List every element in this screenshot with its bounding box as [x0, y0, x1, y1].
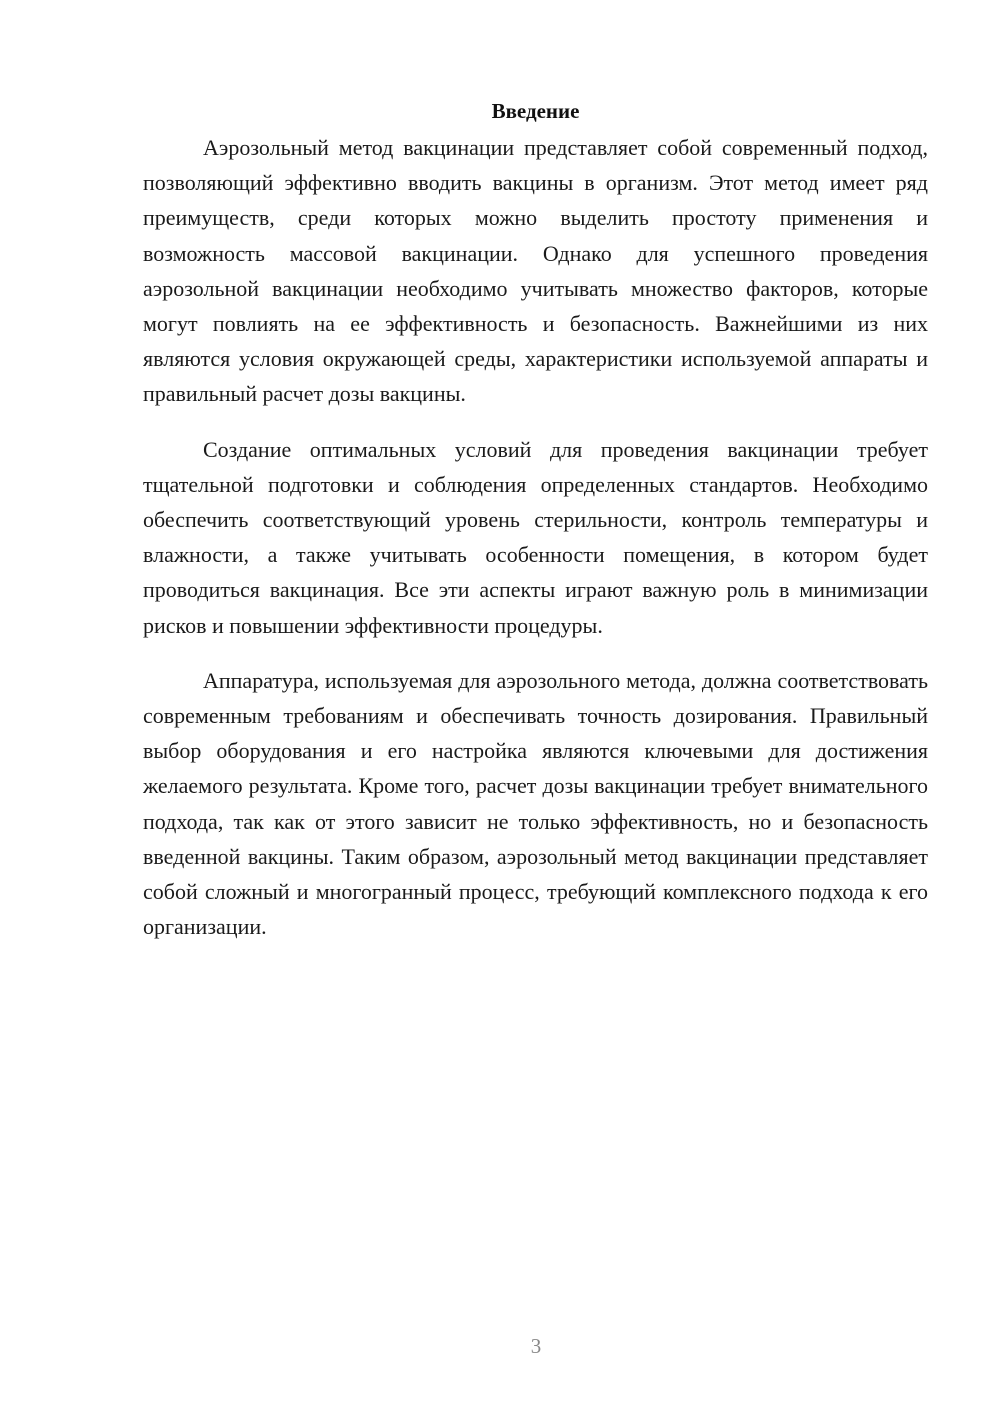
paragraph-2: Создание оптимальных условий для проведения вакцинации требует тщательной подготовки и соблюдения определенных стандартов. Необходимо обеспечить соответствующий уровень стерильности, контроль температуры и влажности, а также учитывать особенности помещения, в котором будет проводиться вакцинация. Все эти аспекты играют важную роль в минимизации рисков и повышении эффективности процедуры. — [143, 436, 928, 638]
paragraph-3: Аппаратура, используемая для аэрозольного метода, должна соответствовать современным требованиям и обеспечивать точность дозирования. Правильный выбор оборудования и его настройка являются ключевыми для достижения желаемого результата. Кроме того, расчет дозы вакцинации требует внимательного подхода, так как от этого зависит не только эффективность, но и безопасность введенной вакцины. Таким образом, аэрозольный метод вакцинации представляет собой сложный и многогранный процесс, требующий комплексного подхода к его организации. — [143, 667, 928, 940]
page-number: 3 — [530, 1334, 542, 1358]
page-content — [143, 96, 928, 964]
section-heading: Введение — [491, 99, 580, 123]
paragraph-1: Аэрозольный метод вакцинации представляет собой современный подход, позволяющий эффективно вводить вакцины в организм. Этот метод имеет ряд преимуществ, среди которых можно выделить простоту применения и возможность массовой вакцинации. Однако для успешного проведения аэрозольной вакцинации необходимо учитывать множество факторов, которые могут повлиять на ее эффективность и безопасность. Важнейшими из них являются условия окружающей среды, характеристики используемой аппараты и правильный расчет дозы вакцины. — [143, 135, 928, 407]
